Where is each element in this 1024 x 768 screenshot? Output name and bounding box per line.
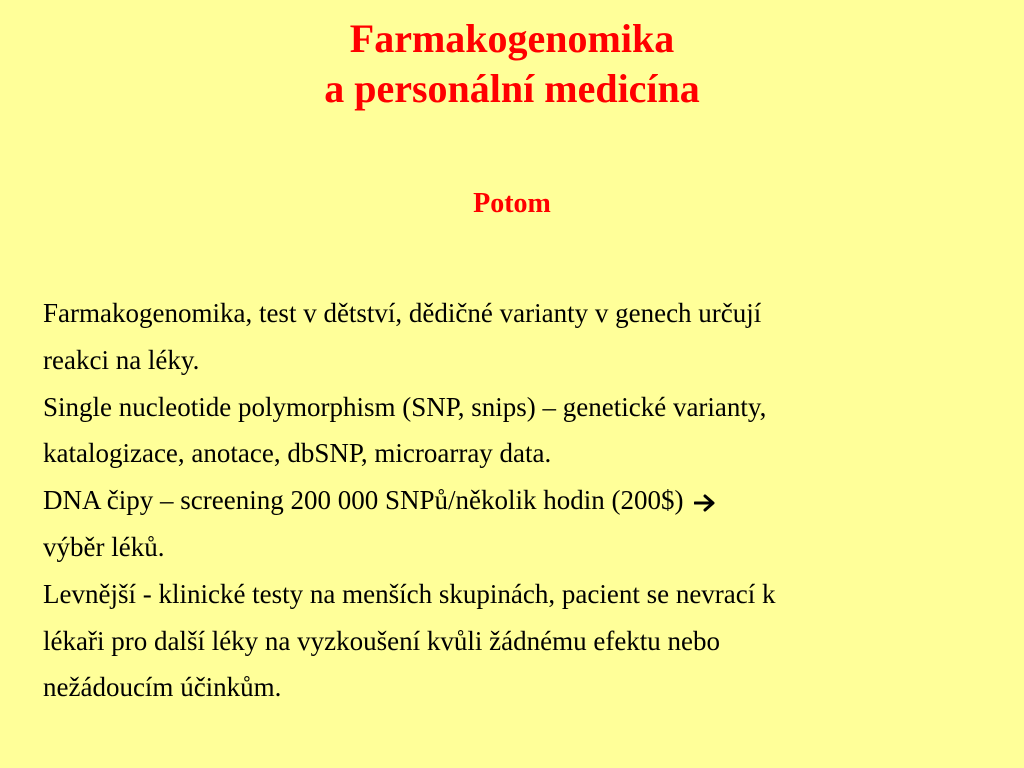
body-line: Levnější - klinické testy na menších skupinách, pacient se nevrací k — [43, 578, 776, 609]
body-line: Single nucleotide polymorphism (SNP, snips) – genetické varianty, — [43, 391, 767, 422]
body-line: lékaři pro další léky na vyzkoušení kvůli žádnému efektu nebo — [43, 625, 721, 656]
body-line-with-arrow — [43, 477, 983, 524]
body-line: katalogizace, anotace, dbSNP, microarray data. — [43, 438, 552, 469]
title-line-2: a personální medicína — [324, 66, 700, 111]
title-line-1: Farmakogenomika — [349, 16, 675, 61]
slide-body — [43, 290, 983, 711]
right-arrow-icon — [694, 493, 716, 513]
body-line: DNA čipy – screening 200 000 SNPů/několik hodin (200$) — [43, 485, 684, 516]
body-line: nežádoucím účinkům. — [43, 672, 282, 703]
slide-title — [0, 14, 1024, 114]
body-line: reakci na léky. — [43, 344, 200, 375]
body-line: Farmakogenomika, test v dětství, dědičné varianty v genech určují — [43, 298, 762, 328]
slide-subtitle: Potom — [473, 188, 551, 219]
body-line: výběr léků. — [43, 531, 165, 562]
